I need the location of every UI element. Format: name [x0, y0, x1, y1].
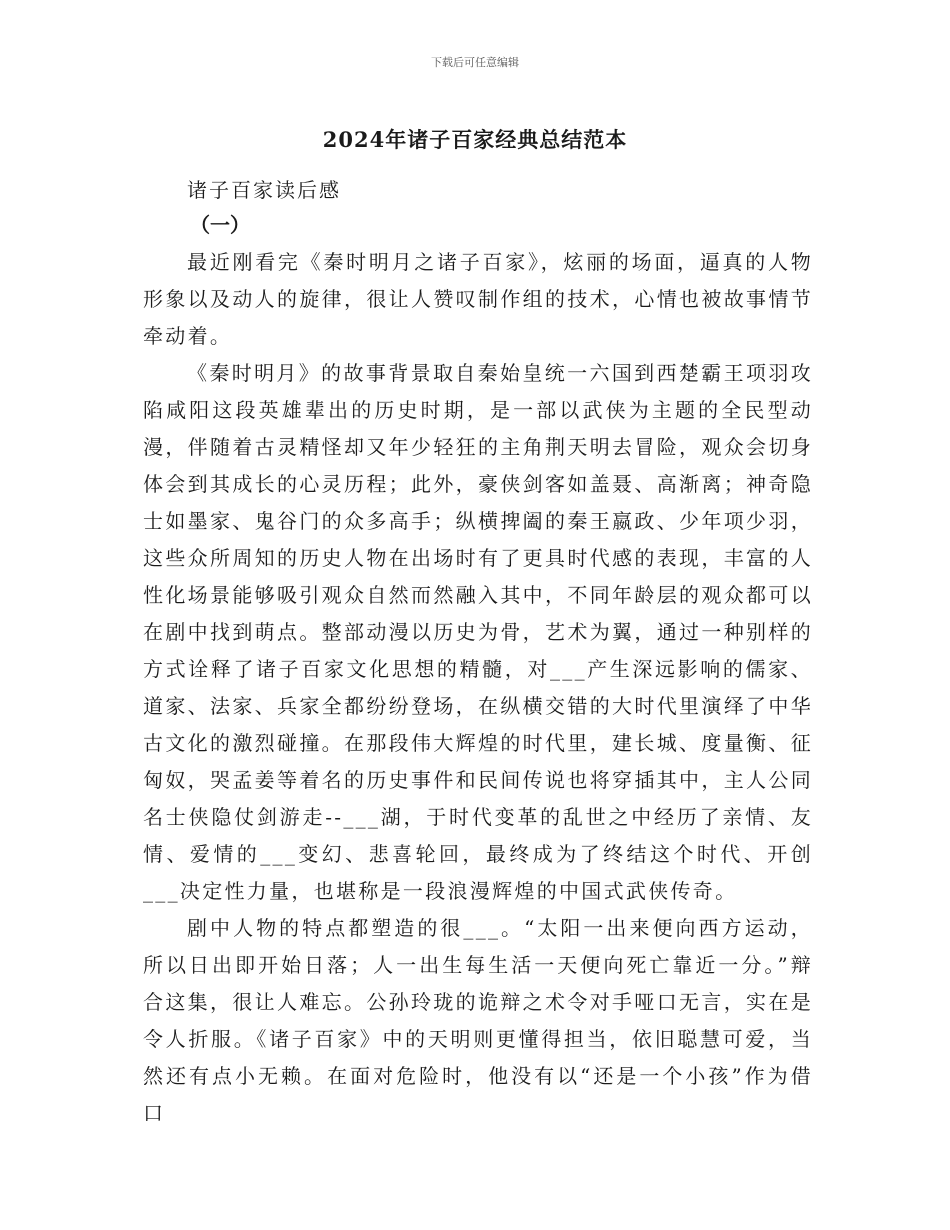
- section-label: （一）: [190, 213, 250, 237]
- page-header-note: 下载后可任意编辑: [431, 56, 519, 69]
- paragraph-3: 剧中人物的特点都塑造的很___。“太阳一出来便向西方运动，所以日出即开始日落；人一出生每生活一天便向死亡靠近一分。”辩合这集，很让人难忘。公孙玲珑的诡辩之术令对手哑口无言，实在是令人折服。《诸子百家》中的天明则更懂得担当，依旧聪慧可爱，当然还有点小无赖。在面对危险时，他没有以“还是一个小孩”作为借口: [143, 916, 813, 1125]
- document-subtitle: 诸子百家读后感: [187, 178, 341, 202]
- paragraph-2: 《秦时明月》的故事背景取自秦始皇统一六国到西楚霸王项羽攻陷咸阳这段英雄辈出的历史时期，是一部以武侠为主题的全民型动漫，伴随着古灵精怪却又年少轻狂的主角荆天明去冒险，观众会切身体会到其成长的心灵历程；此外，豪侠剑客如盖聂、高渐离；神奇隐士如墨家、鬼谷门的众多高手；纵横捭阖的秦王嬴政、少年项少羽，这些众所周知的历史人物在出场时有了更具时代感的表现，丰富的人性化场景能够吸引观众自然而然融入其中，不同年龄层的观众都可以在剧中找到萌点。整部动漫以历史为骨，艺术为翼，通过一种别样的方式诠释了诸子百家文化思想的精髓，对___产生深远影响的儒家、道家、法家、兵家全都纷纷登场，在纵横交错的大时代里演绎了中华古文化的激烈碰撞。在那段伟大辉煌的时代里，建长城、度量衡、征匈奴，哭孟姜等着名的历史事件和民间传说也将穿插其中，主人公同名士侠隐仗剑游走--___湖，于时代变革的乱世之中经历了亲情、友情、爱情的___变幻、悲喜轮回，最终成为了终结这个时代、开创___决定性力量，也堪称是一段浪漫辉煌的中国式武侠传奇。: [143, 361, 813, 903]
- document-body: [143, 244, 813, 1132]
- paragraph-1: 最近刚看完《秦时明月之诸子百家》，炫丽的场面，逼真的人物形象以及动人的旋律，很让人赞叹制作组的技术，心情也被故事情节牵动着。: [143, 250, 813, 348]
- document-title: 2024年诸子百家经典总结范本: [322, 127, 628, 152]
